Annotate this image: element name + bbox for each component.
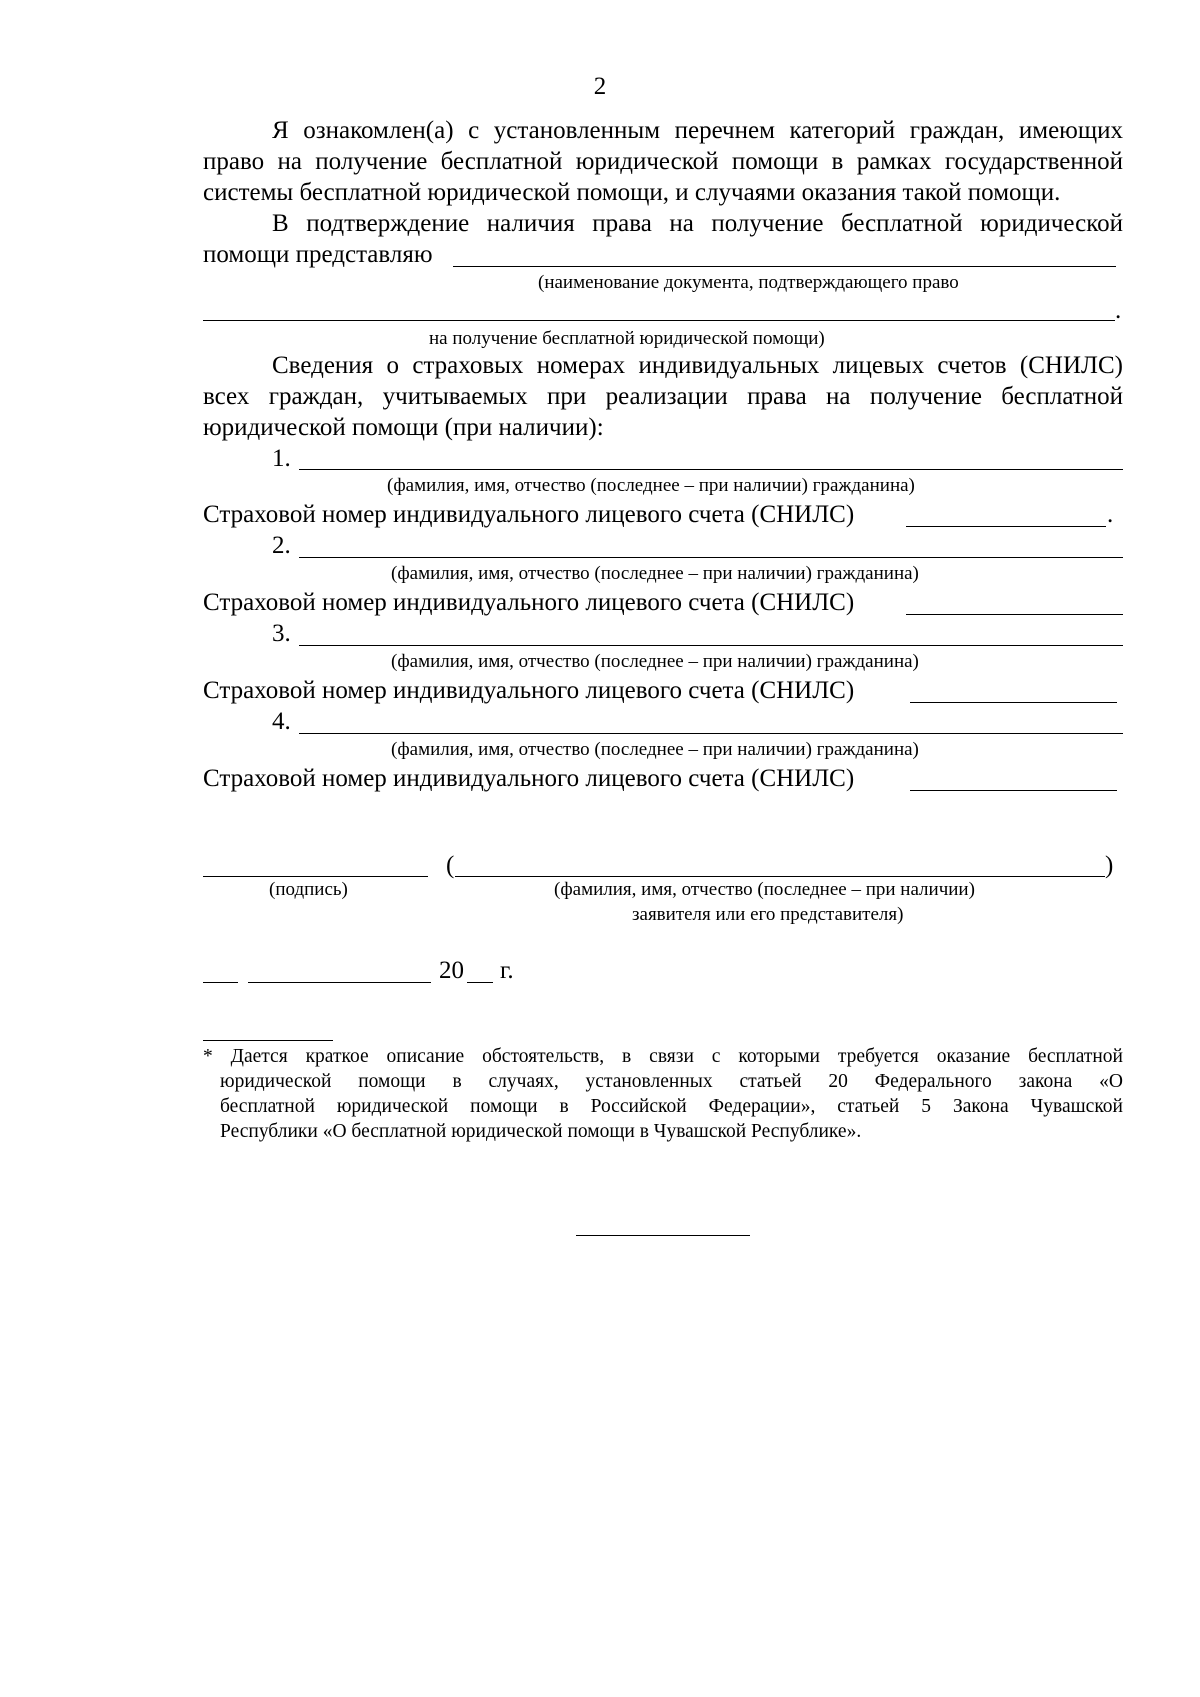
citizen-3-name-caption: (фамилия, имя, отчество (последнее – при наличии) гражданина) [391,651,919,672]
document-name-field[interactable] [453,266,1116,267]
citizen-2-snils-field[interactable] [906,614,1123,615]
citizen-3-number: 3. [272,620,291,647]
para3-line-1: Сведения о страховых номерах индивидуальных лицевых счетов (СНИЛС) [272,352,1123,379]
page-number: 2 [593,73,607,100]
signature-name-caption-1: (фамилия, имя, отчество (последнее – при наличии) [554,879,975,900]
citizen-4-name-field[interactable] [299,733,1123,734]
para3-line-3: юридической помощи (при наличии): [203,414,604,441]
citizen-2-snils-label: Страховой номер индивидуального лицевого счета (СНИЛС) [203,589,855,616]
citizen-3-snils-label: Страховой номер индивидуального лицевого счета (СНИЛС) [203,677,855,704]
footnote-line-3: бесплатной юридической помощи в Российской Федерации», статьей 5 Закона Чувашской [220,1096,1123,1117]
signature-name-close-paren: ) [1105,852,1114,879]
signature-name-open-paren: ( [446,852,455,879]
footnote-line-4: Республики «О бесплатной юридической помощи в Чувашской Республике». [220,1121,862,1142]
para3-line-2: всех граждан, учитываемых при реализации права на получение бесплатной [203,383,1123,410]
citizen-2-number: 2. [272,532,291,559]
footnote-line-1: * Дается краткое описание обстоятельств, в связи с которыми требуется оказание бесплатной [203,1046,1123,1067]
citizen-1-snils-label: Страховой номер индивидуального лицевого счета (СНИЛС) [203,501,855,528]
date-year-field[interactable] [467,982,493,983]
citizen-3-snils-field[interactable] [910,702,1117,703]
date-year-suffix: г. [500,957,514,984]
citizen-1-snils-field[interactable] [906,526,1106,527]
signature-name-field[interactable] [455,876,1105,877]
citizen-1-number: 1. [272,445,291,472]
date-month-field[interactable] [248,982,431,983]
end-of-document-rule [576,1235,750,1236]
footnote-separator [203,1040,333,1041]
para2-line-2: помощи представляю [203,241,433,268]
date-year-prefix: 20 [439,957,464,984]
date-day-field[interactable] [203,982,238,983]
citizen-4-name-caption: (фамилия, имя, отчество (последнее – при наличии) гражданина) [391,739,919,760]
document-name-period: . [1115,297,1122,324]
citizen-1-name-caption: (фамилия, имя, отчество (последнее – при наличии) гражданина) [387,475,915,496]
citizen-4-number: 4. [272,708,291,735]
document-name-field-2[interactable] [203,320,1115,321]
citizen-1-snils-period: . [1107,501,1114,528]
para1-line-1: Я ознакомлен(а) с установленным перечнем категорий граждан, имеющих [272,117,1123,144]
citizen-2-name-field[interactable] [299,557,1123,558]
citizen-3-name-field[interactable] [299,645,1123,646]
para1-line-3: системы бесплатной юридической помощи, и случаями оказания такой помощи. [203,179,1061,206]
citizen-1-name-field[interactable] [299,469,1123,470]
document-name-caption-1: (наименование документа, подтверждающего право [538,272,959,293]
citizen-4-snils-field[interactable] [910,790,1117,791]
signature-name-caption-2: заявителя или его представителя) [632,904,904,925]
para1-line-2: право на получение бесплатной юридической помощи в рамках государственной [203,148,1123,175]
para2-line-1: В подтверждение наличия права на получение бесплатной юридической [272,210,1123,237]
document-name-caption-2: на получение бесплатной юридической помощи) [429,328,825,349]
citizen-2-name-caption: (фамилия, имя, отчество (последнее – при наличии) гражданина) [391,563,919,584]
signature-field[interactable] [203,876,428,877]
footnote-line-2: юридической помощи в случаях, установленных статьей 20 Федерального закона «О [220,1071,1123,1092]
citizen-4-snils-label: Страховой номер индивидуального лицевого счета (СНИЛС) [203,765,855,792]
signature-caption: (подпись) [269,879,348,900]
